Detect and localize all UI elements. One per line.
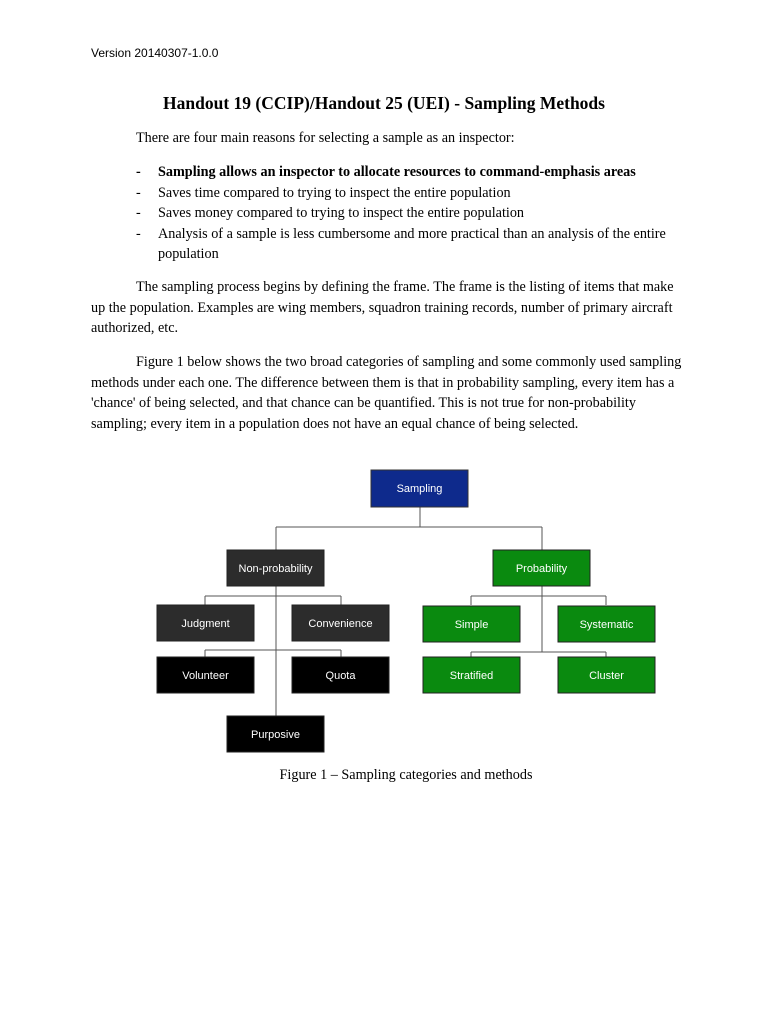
node-label: Purposive xyxy=(251,729,300,741)
node-volunteer xyxy=(157,657,254,693)
node-label: Non-probability xyxy=(238,563,313,575)
node-probability xyxy=(493,550,590,586)
list-item: - Saves money compared to trying to inspect the entire population xyxy=(136,205,525,221)
node-label: Probability xyxy=(515,563,568,575)
node-non-probability xyxy=(227,550,324,586)
node-label: Systematic xyxy=(579,619,634,631)
node-convenience xyxy=(292,605,389,641)
figure-intro-paragraph: Figure 1 below shows the two broad categories of sampling and some commonly used sampling methods under each one. The difference between them is that in probability sampling, every item has a 'chance' of being selected, and that chance can be quantified. This is not true for non-probability sampling; every item in a population does not have an equal chance of being selected. xyxy=(91,354,682,432)
document-title: Handout 19 (CCIP)/Handout 25 (UEI) - Sampling Methods xyxy=(163,93,605,113)
node-stratified xyxy=(423,657,520,693)
node-label: Sampling xyxy=(396,483,443,495)
frame-paragraph: The sampling process begins by defining the frame. The frame is the listing of items that make up the population. Examples are wing members, squadron training records, number of primary aircraft authorized, etc. xyxy=(91,279,674,336)
node-judgment xyxy=(157,605,254,641)
intro-paragraph: There are four main reasons for selecting a sample as an inspector: xyxy=(136,130,515,146)
node-label: Convenience xyxy=(308,618,373,630)
list-item: - Saves time compared to trying to inspect the entire population xyxy=(136,184,511,201)
node-label: Stratified xyxy=(449,670,494,682)
node-label: Volunteer xyxy=(182,670,229,682)
node-label: Simple xyxy=(454,619,489,631)
version-label: Version 20140307-1.0.0 xyxy=(91,46,219,60)
diagram-connectors xyxy=(205,507,606,716)
node-label: Judgment xyxy=(181,618,230,630)
figure-caption: Figure 1 – Sampling categories and methods xyxy=(279,767,533,783)
node-purposive xyxy=(227,716,324,752)
node-simple xyxy=(423,606,520,642)
node-label: Quota xyxy=(325,670,356,682)
node-sampling xyxy=(371,470,468,507)
node-cluster xyxy=(558,657,655,693)
node-systematic xyxy=(558,606,655,642)
list-item: - Sampling allows an inspector to allocate resources to command-emphasis areas xyxy=(136,164,636,180)
node-quota xyxy=(292,657,389,693)
node-label: Cluster xyxy=(589,670,624,682)
list-item: - Analysis of a sample is less cumbersome and more practical than an analysis of the entire population xyxy=(136,225,666,262)
